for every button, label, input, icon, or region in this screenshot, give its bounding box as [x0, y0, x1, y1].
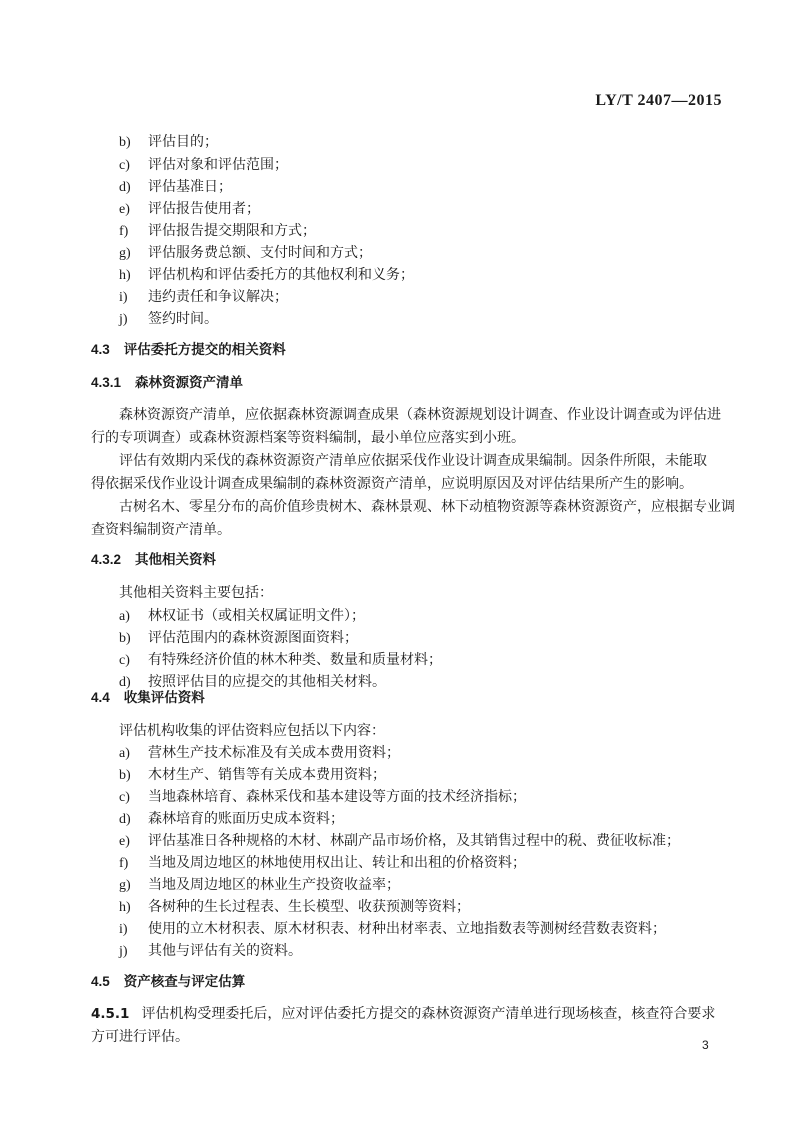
paragraph-line: 古树名木、零星分布的高价值珍贵树木、森林景观、林下动植物资源等森林资源资产，应根据专业调 [119, 499, 735, 515]
list-item: b) 评估范围内的森林资源图面资料； [119, 630, 358, 646]
list-item: e) 评估报告使用者； [119, 201, 260, 217]
page-number: 3 [702, 1038, 709, 1052]
list-item: a) 林权证书（或相关权属证明文件）； [119, 608, 365, 624]
list-item: f) 当地及周边地区的林地使用权出让、转让和出租的价格资料； [119, 855, 526, 871]
list-item: g) 当地及周边地区的林业生产投资收益率； [119, 877, 400, 893]
list-item: c) 有特殊经济价值的林木种类、数量和质量材料； [119, 652, 442, 668]
standard-code: LY/T 2407—2015 [595, 92, 722, 109]
list-item: a) 营林生产技术标准及有关成本费用资料； [119, 745, 400, 761]
list-item: e) 评估基准日各种规格的木材、林副产品市场价格，及其销售过程中的税、费征收标准； [119, 833, 680, 849]
list-item: h) 各树种的生长过程表、生长模型、收获预测等资料； [119, 899, 470, 915]
clause-4-5-1-line: 4.5.1 评估机构受理委托后，应对评估委托方提交的森林资源资产清单进行现场核查，核查符合要求 [91, 1006, 716, 1022]
list-item: d) 按照评估目的应提交的其他相关材料。 [119, 674, 386, 690]
list-item: d) 评估基准日； [119, 179, 232, 195]
paragraph-line: 得依据采伐作业设计调查成果编制的森林资源资产清单，应说明原因及对评估结果所产生的影响。 [91, 476, 693, 492]
paragraph-line: 查资料编制资产清单。 [91, 522, 231, 538]
paragraph-line: 方可进行评估。 [91, 1029, 189, 1045]
paragraph-line: 评估机构收集的评估资料应包括以下内容： [119, 723, 385, 739]
section-heading-4-3-2: 4.3.2 其他相关资料 [91, 552, 217, 568]
section-heading-4-3: 4.3 评估委托方提交的相关资料 [91, 342, 286, 358]
list-item: i) 违约责任和争议解决； [119, 289, 288, 305]
list-item: f) 评估报告提交期限和方式； [119, 223, 316, 239]
list-item: j) 其他与评估有关的资料。 [119, 943, 302, 959]
paragraph-line: 行的专项调查）或森林资源档案等资料编制，最小单位应落实到小班。 [91, 430, 525, 446]
list-item: d) 森林培育的账面历史成本资料； [119, 811, 344, 827]
section-heading-4-5: 4.5 资产核查与评定估算 [91, 974, 246, 990]
paragraph-line: 其他相关资料主要包括： [119, 585, 273, 601]
list-item: c) 评估对象和评估范围； [119, 157, 288, 173]
paragraph-line: 评估有效期内采伐的森林资源资产清单应依据采伐作业设计调查成果编制。因条件所限，未能取 [119, 453, 707, 469]
list-item: i) 使用的立木材积表、原木材积表、材种出材率表、立地指数表等测树经营数表资料； [119, 921, 666, 937]
list-item: b) 木材生产、销售等有关成本费用资料； [119, 767, 386, 783]
list-item: b) 评估目的； [119, 134, 218, 150]
list-item: h) 评估机构和评估委托方的其他权利和义务； [119, 267, 414, 283]
paragraph-line: 森林资源资产清单，应依据森林资源调查成果（森林资源规划设计调查、作业设计调查或为评估进 [119, 407, 721, 423]
list-item: g) 评估服务费总额、支付时间和方式； [119, 245, 372, 261]
list-item: c) 当地森林培育、森林采伐和基本建设等方面的技术经济指标； [119, 789, 526, 805]
section-heading-4-3-1: 4.3.1 森林资源资产清单 [91, 375, 244, 391]
section-heading-4-4: 4.4 收集评估资料 [91, 690, 205, 706]
list-item: j) 签约时间。 [119, 311, 218, 327]
